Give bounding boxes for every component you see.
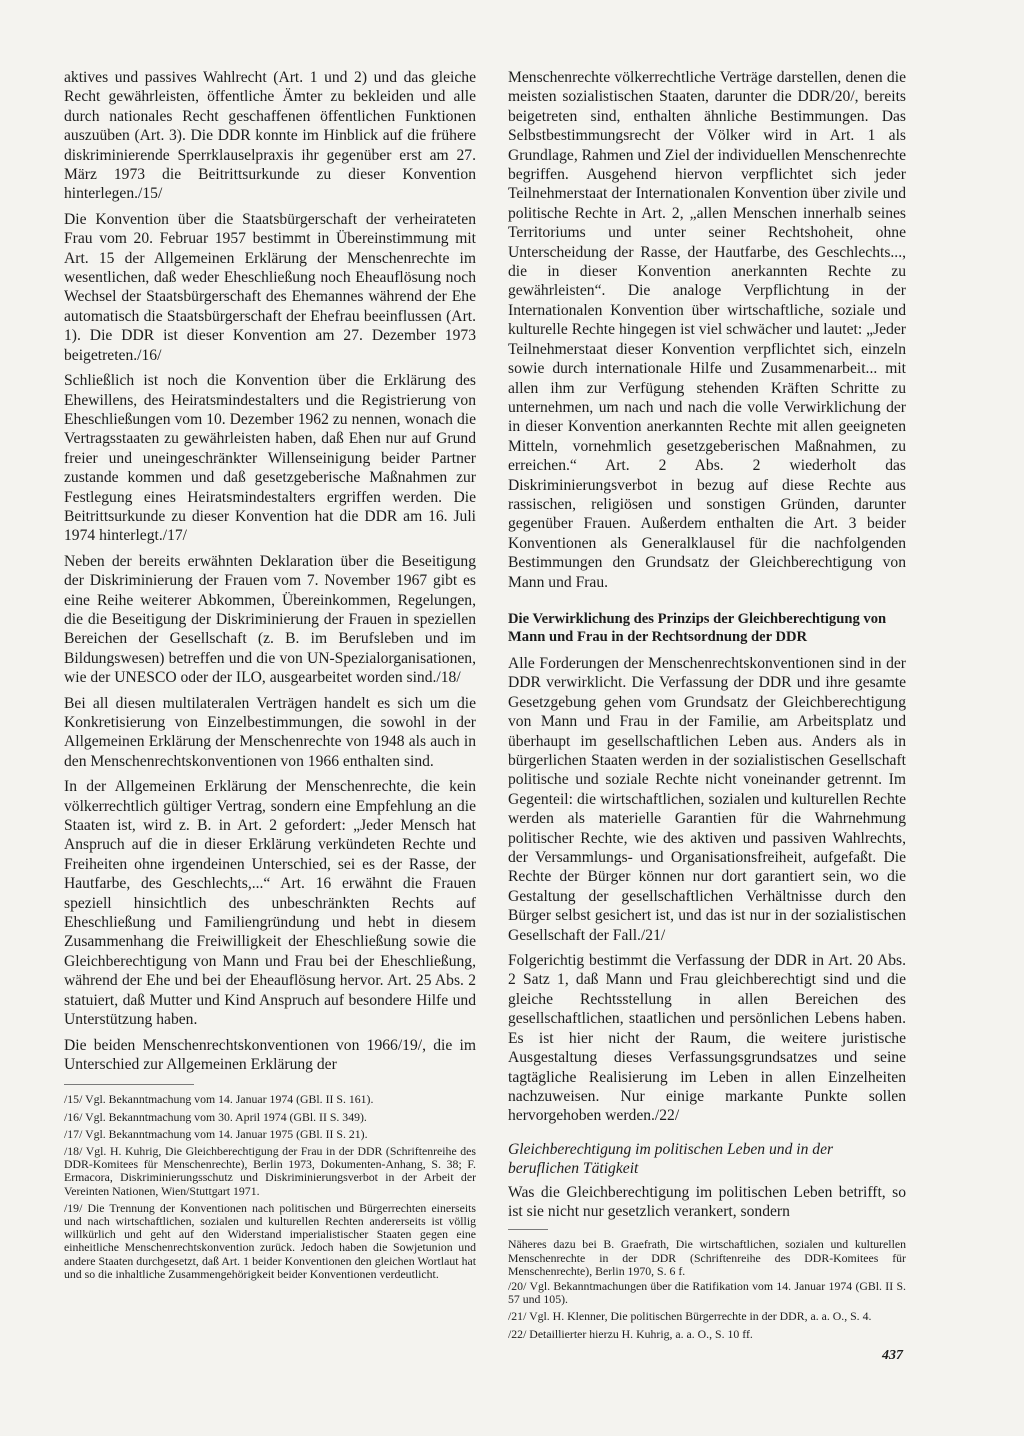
footnote: /22/ Detaillierter hierzu H. Kuhrig, a. a. O., S. 10 ff. bbox=[508, 1326, 753, 1341]
paragraph: In der Allgemeinen Erklärung der Menschenrechte, die kein völkerrechtlich gültiger Vertrag, sondern eine Empfehlung an die Staaten ist, wird z. B. in Art. 2 gefordert: „Jeder Mensch hat Anspruch auf die in dieser Erklärung verkündeten Rechte und Freiheiten ohne irgendeinen Unterschied, sei es der Rasse, der Hautfarbe, des Geschlechts,...“ Art. 16 erwähnt die Frauen speziell hinsichtlich des unbeschränkten Rechts auf Eheschließung und Familiengründung und hebt in diesem Zusammenhang die Freiwilligkeit der Eheschließung sowie die Gleichberechtigung von Mann und Frau bei der Eheschließung, während der Ehe und bei der Eheauflösung hervor. Art. 25 Abs. 2 statuiert, daß Mutter und Kind Anspruch auf besondere Hilfe und Unterstützung haben. bbox=[64, 778, 476, 1029]
footnote: /19/ Die Trennung der Konventionen nach politischen und Bürgerrechten einerseits und nach wirtschaftlichen, sozialen und kulturellen Rechten andererseits ist völlig willkürlich und geht auf den Widerstand imperialistischer Staaten gegen eine einheitliche Menschenrechtskonvention zurück. Jedoch haben die Sowjetunion und andere Staaten durchgesetzt, daß Art. 1 beider Konventionen den gleichen Wortlaut hat und so die inhaltliche Zusammengehörigkeit beider Konventionen verdeutlicht. bbox=[64, 1200, 476, 1281]
footnote: /15/ Vgl. Bekanntmachung vom 14. Januar 1974 (GBl. II S. 161). bbox=[64, 1092, 374, 1107]
paragraph: Bei all diesen multilateralen Verträgen handelt es sich um die Konkretisierung von Einzelbestimmungen, die sowohl in der Allgemeinen Erklärung der Menschenrechte von 1948 als auch in den Menschenrechtskonventionen von 1966 enthalten sind. bbox=[64, 694, 476, 770]
section-body-text bbox=[508, 654, 906, 1126]
footnote: /16/ Vgl. Bekanntmachung vom 30. April 1974 (GBl. II S. 349). bbox=[64, 1109, 367, 1124]
footnote: /18/ Vgl. H. Kuhrig, Die Gleichberechtigung der Frau in der DDR (Schriftenreihe des DDR-Komitees für Menschenrechte), Berlin 1973, Dokumenten-Anhang, S. 38; F. Ermacora, Diskriminierungsschutz und Diskriminierungsverbot in der Arbeit der Vereinten Nationen, Wien/Stuttgart 1971. bbox=[64, 1143, 476, 1198]
right-body-text bbox=[508, 68, 906, 592]
paragraph: Folgerichtig bestimmt die Verfassung der DDR in Art. 20 Abs. 2 Satz 1, daß Mann und Frau gleichberechtigt sind und die gleiche Rechtsstellung in allen Bereichen des gesellschaftlichen, staatlichen und persönlichen Lebens haben. Es ist hier nicht der Raum, die weitere juristische Ausgestaltung dieses Verfassungsgrundsatzes und seine tagtägliche Realisierung im Leben in allen Einzelheiten nachzuweisen. Nur einige markante Punkte sollen hervorgehoben werden./22/ bbox=[508, 952, 906, 1125]
paragraph: Menschenrechte völkerrechtliche Verträge darstellen, denen die meisten sozialistischen Staaten, darunter die DDR/20/, bereits beigetreten sind, enthalten ähnliche Bestimmungen. Das Selbstbestimmungsrecht der Völker wird in Art. 1 als Grundlage, Rahmen und Ziel der individuellen Menschenrechte begriffen. Ausgehend hiervon verpflichtet sich jeder Teilnehmerstaat der Internationalen Konvention über zivile und politische Rechte in Art. 2, „allen Menschen innerhalb seines Territoriums und unter seiner Rechtshoheit, ohne Unterscheidung der Rasse, der Hautfarbe, des Geschlechts..., die in dieser Konvention anerkannten Rechte zu gewährleisten“. Die analoge Verpflichtung in der Internationalen Konvention über wirtschaftliche, soziale und kulturelle Rechte hingegen ist viel schwächer und lautet: „Jeder Teilnehmerstaat dieser Konvention verpflichtet sich, einzeln sowie durch internationale Hilfe und Zusammenarbeit... mit allen ihm zur Verfügung stehenden Kräften Schritte zu unternehmen, um nach und nach die volle Verwirklichung der in dieser Konvention anerkannten Rechte mit allen geeigneten Mitteln, vornehmlich gesetzgeberischen Maßnahmen, zu erreichen.“ Art. 2 Abs. 2 wiederholt das Diskriminierungsverbot in bezug auf diese Rechte aus rassischen, religiösen und sonstigen Gründen, darunter gegenüber Frauen. Außerdem enthalten die Art. 3 beider Konventionen als Generalklausel für die nachfolgenden Bestimmungen den Grundsatz der Gleichberechtigung von Mann und Frau. bbox=[508, 69, 906, 591]
footnote: /17/ Vgl. Bekanntmachung vom 14. Januar 1975 (GBl. II S. 21). bbox=[64, 1126, 368, 1141]
right-footnotes bbox=[508, 1238, 906, 1340]
page-number: 437 bbox=[882, 1348, 903, 1363]
footnote-divider bbox=[508, 1229, 548, 1230]
paragraph: Alle Forderungen der Menschenrechtskonventionen sind in der DDR verwirklicht. Die Verfassung der DDR und ihre gesamte Gesetzgebung gehen vom Grundsatz der Gleichberechtigung von Mann und Frau in der Familie, am Arbeitsplatz und überhaupt im gesellschaftlichen Leben aus. Anders als in bürgerlichen Staaten werden in der sozialistischen Gesellschaft politische und soziale Rechte nicht voneinander getrennt. Im Gegenteil: die wirtschaftlichen, sozialen und kulturellen Rechte werden als materielle Garantien für die Wahrnehmung politischer Rechte, wie des aktiven und passiven Wahlrechts, der Versammlungs- und Organisationsfreiheit, aufgefaßt. Die Rechte der Bürger können nur dort garantiert sein, wo die Gestaltung der gesellschaftlichen Verhältnisse durch den Bürger selbst gesichert ist, und das ist nur in der sozialistischen Gesellschaft der Fall./21/ bbox=[508, 654, 906, 944]
subsection-body-text bbox=[508, 1183, 906, 1222]
footnote-divider bbox=[64, 1084, 194, 1085]
left-body-text bbox=[64, 68, 476, 1074]
footnote: /21/ Vgl. H. Klenner, Die politischen Bürgerrechte in der DDR, a. a. O., S. 4. bbox=[508, 1309, 872, 1324]
paragraph: aktives und passives Wahlrecht (Art. 1 und 2) und das gleiche Recht gewährleisten, öffentliche Ämter zu bekleiden und alle durch nationales Recht geschaffenen öffentlichen Funktionen auszuüben (Art. 3). Die DDR konnte im Hinblick auf die frühere diskriminierende Sperrklauselpraxis ihr gegenüber erst am 27. März 1973 die Beitrittsurkunde zu dieser Konvention hinterlegen./15/ bbox=[64, 69, 476, 203]
paragraph: Was die Gleichberechtigung im politischen Leben betrifft, so ist sie nicht nur gesetzlich verankert, sondern bbox=[508, 1183, 906, 1220]
footnote-continuation: Näheres dazu bei B. Graefrath, Die wirtschaftlichen, sozialen und kulturellen Menschenrechte in der DDR (Schriftenreihe des DDR-Komitees für Menschenrechte), Berlin 1970, S. 6 f. bbox=[508, 1237, 906, 1278]
footnote: /20/ Vgl. Bekanntmachungen über die Ratifikation vom 14. Januar 1974 (GBl. II S. 57 und 105). bbox=[508, 1278, 906, 1307]
right-column bbox=[508, 68, 906, 1345]
paragraph: Neben der bereits erwähnten Deklaration über die Beseitigung der Diskriminierung der Frauen vom 7. November 1967 gibt es eine Reihe weiterer Abkommen, Übereinkommen, Regelungen, die die Beseitigung der Diskriminierung der Frauen in speziellen Bereichen der Gesellschaft (z. B. im Berufsleben und im Bildungswesen) betreffen und die von UN-Spezialorganisationen, wie der UNESCO oder der ILO, ausgearbeitet worden sind./18/ bbox=[64, 552, 476, 687]
paragraph: Die Konvention über die Staatsbürgerschaft der verheirateten Frau vom 20. Februar 1957 bestimmt in Übereinstimmung mit Art. 15 der Allgemeinen Erklärung der Menschenrechte im wesentlichen, daß weder Eheschließung noch Eheauflösung noch Wechsel der Staatsbürgerschaft des Ehemannes während der Ehe automatisch die Staatsbürgerschaft der Ehefrau beeinflussen (Art. 1). Die DDR ist dieser Konvention am 27. Dezember 1973 beigetreten./16/ bbox=[64, 210, 476, 364]
paragraph: Die beiden Menschenrechtskonventionen von 1966/19/, die im Unterschied zur Allgemeinen Erklärung der bbox=[64, 1036, 476, 1073]
section-heading: Die Verwirklichung des Prinzips der Gleichberechtigung von Mann und Frau in der Rechtsordnung der DDR bbox=[508, 610, 887, 645]
left-column bbox=[64, 68, 476, 1285]
left-footnotes bbox=[64, 1093, 476, 1281]
paragraph: Schließlich ist noch die Konvention über die Erklärung des Ehewillens, des Heiratsmindestalters und die Registrierung von Eheschließungen vom 10. Dezember 1962 zu nennen, wonach die Vertragsstaaten zu gewährleisten haben, daß Ehen nur auf Grund freier und uneingeschränkter Willenseinigung beider Partner zustande kommen und daß gesetzgeberische Maßnahmen zur Festlegung eines Heiratsmindestalters ergriffen werden. Die Beitrittsurkunde zu dieser Konvention hat die DDR am 16. Juli 1974 hinterlegt./17/ bbox=[64, 372, 476, 545]
subsection-heading: Gleichberechtigung im politischen Leben und in der beruflichen Tätigkeit bbox=[508, 1140, 834, 1178]
